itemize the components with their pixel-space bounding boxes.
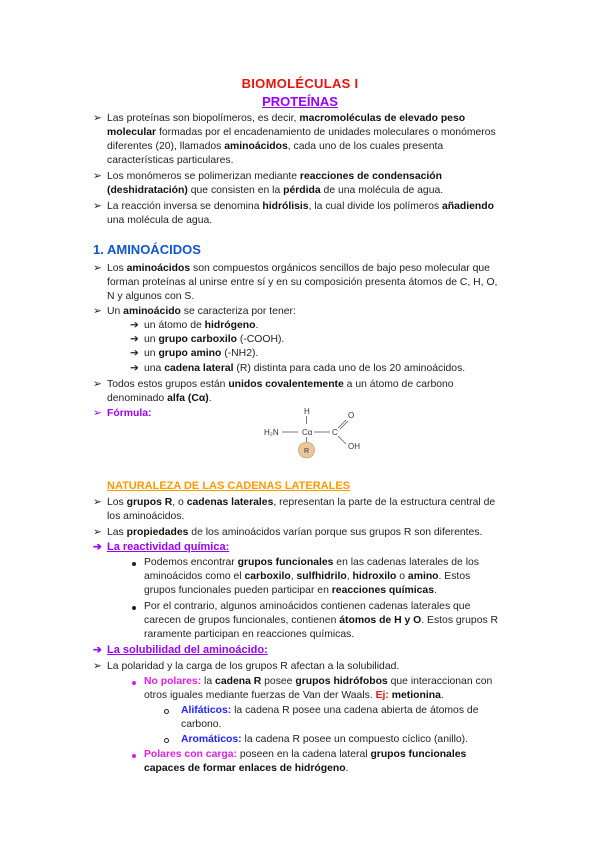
intro-p2-line2: (deshidratación) que consisten en la pérdida de una molécula de agua. (107, 185, 444, 196)
s1-p1-line3: N y algunos con S. (107, 291, 195, 302)
intro-p1-line3: diferentes (20), llamados aminoácidos, cada uno de los cuales presenta (107, 141, 444, 152)
reactividad-b1-line1: Podemos encontrar grupos funcionales en las cadenas laterales de los (144, 557, 479, 568)
arrow-bullet-icon: ➔ (130, 334, 139, 345)
page-subtitle: PROTEÍNAS (262, 94, 338, 109)
reactividad-heading: La reactividad química: (107, 541, 230, 553)
s1-p3-line1: Todos estos grupos están unidos covalentemente a un átomo de carbono (107, 379, 454, 390)
formula-h: H (304, 407, 310, 416)
circle-bullet-icon (164, 738, 169, 743)
feature-item: un grupo carboxilo (-COOH). (144, 334, 285, 345)
no-polares-line2: otros iguales mediante fuerzas de Van der Waals. Ej: metionina. (144, 690, 444, 701)
reactividad-b1-line3: grupos funcionales pueden participar en reacciones químicas. (144, 585, 437, 596)
formula-c: C (332, 428, 338, 437)
arrowhead-bullet-icon: ➢ (93, 497, 102, 508)
circle-bullet-icon (164, 709, 169, 714)
arrow-bullet-icon: ➔ (93, 542, 102, 553)
intro-p3-line1: La reacción inversa se denomina hidrólisis, la cual divide los polímeros añadiendo (107, 201, 494, 212)
arrowhead-bullet-icon: ➢ (93, 171, 102, 182)
arrowhead-bullet-icon: ➢ (93, 379, 102, 390)
intro-p1-line4: características particulares. (107, 155, 234, 166)
arrowhead-bullet-icon: ➢ (93, 306, 102, 317)
s1-p1-line1: Los aminoácidos son compuestos orgánicos sencillos de bajo peso molecular que (107, 263, 490, 274)
section-heading-cadenas-laterales: NATURALEZA DE LAS CADENAS LATERALES (107, 480, 351, 492)
solubilidad-heading: La solubilidad del aminoácido: (107, 644, 268, 656)
intro-p1-line1: Las proteínas son biopolímeros, es decir, macromoléculas de elevado peso (107, 113, 466, 124)
formula-nh2: H₂N (264, 428, 279, 437)
alifaticos-line2: carbono. (181, 719, 222, 730)
arrowhead-bullet-icon: ➢ (93, 113, 102, 124)
s1-p1-line2: forman proteínas al unirse entre sí y en su composición presenta átomos de C, H, O, (107, 277, 498, 288)
arrowhead-bullet-icon: ➢ (93, 263, 102, 274)
bullet-icon (132, 681, 136, 685)
reactividad-b2-line1: Por el contrario, algunos aminoácidos contienen cadenas laterales que (144, 601, 471, 612)
arrow-bullet-icon: ➔ (130, 348, 139, 359)
no-polares-line1: No polares: la cadena R posee grupos hidrófobos que interaccionan con (144, 676, 493, 687)
intro-p1-line2: molecular formadas por el encadenamiento de unidades moleculares o monómeros (107, 127, 496, 138)
solubilidad-p1: La polaridad y la carga de los grupos R afectan a la solubilidad. (107, 661, 400, 672)
feature-item: un grupo amino (-NH2). (144, 348, 259, 359)
bullet-icon (132, 606, 136, 610)
feature-item: un átomo de hidrógeno. (144, 320, 259, 331)
s2-p1-line1: Los grupos R, o cadenas laterales, representan la parte de la estructura central de (107, 497, 496, 508)
arrowhead-bullet-icon: ➢ (93, 408, 102, 419)
arrow-bullet-icon: ➔ (93, 645, 102, 656)
formula-o: O (348, 411, 355, 420)
formula-oh: OH (348, 442, 360, 451)
formula-r: R (304, 448, 310, 455)
s1-p3-line2: denominado alfa (Cα). (107, 393, 212, 404)
polares-carga-line2: capaces de formar enlaces de hidrógeno. (144, 763, 349, 774)
arrowhead-bullet-icon: ➢ (93, 201, 102, 212)
formula-calpha: Cα (302, 428, 313, 437)
page-title: BIOMOLÉCULAS I (241, 76, 359, 91)
arrow-bullet-icon: ➔ (130, 320, 139, 331)
intro-p2-line1: Los monómeros se polimerizan mediante reacciones de condensación (107, 171, 442, 182)
polares-carga-line1: Polares con carga: poseen en la cadena lateral grupos funcionales (144, 749, 467, 760)
section-heading-aminoacidos: 1. AMINOÁCIDOS (93, 242, 201, 257)
intro-p3-line2: una molécula de agua. (107, 215, 213, 226)
reactividad-b2-line2: carecen de grupos funcionales, contienen átomos de H y O. Estos grupos R (144, 615, 499, 626)
bullet-icon (132, 562, 136, 566)
arrow-bullet-icon: ➔ (130, 363, 139, 374)
feature-item: una cadena lateral (R) distinta para cada uno de los 20 aminoácidos. (144, 363, 466, 374)
amino-acid-formula (258, 404, 378, 464)
formula-label: Fórmula: (107, 408, 152, 419)
reactividad-b1-line2: aminoácidos como el carboxilo, sulfhidrilo, hidroxilo o amino. Estos (144, 571, 471, 582)
s1-p2-line: Un aminoácido se caracteriza por tener: (107, 306, 296, 317)
arrowhead-bullet-icon: ➢ (93, 661, 102, 672)
s2-p1-line2: los aminoácidos. (107, 511, 185, 522)
alifaticos-line1: Alifáticos: la cadena R posee una cadena abierta de átomos de (181, 705, 479, 716)
s2-p2-line: Las propiedades de los aminoácidos varían porque sus grupos R son diferentes. (107, 527, 483, 538)
bullet-icon (132, 754, 136, 758)
reactividad-b2-line3: raramente participan en reacciones químicas. (144, 629, 355, 640)
arrowhead-bullet-icon: ➢ (93, 527, 102, 538)
aromaticos-line: Aromáticos: la cadena R posee un compuesto cíclico (anillo). (181, 734, 469, 745)
